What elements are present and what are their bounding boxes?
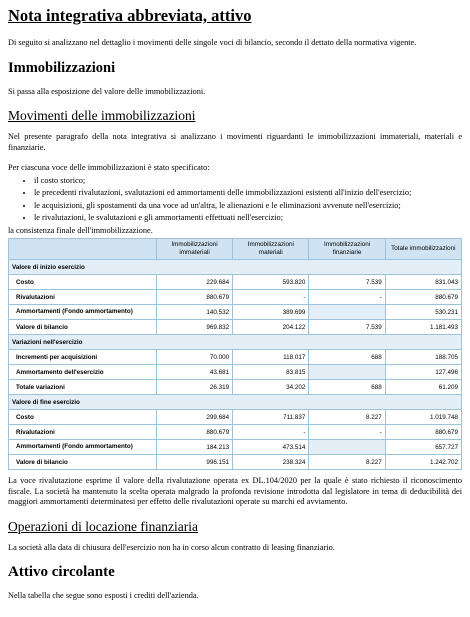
immobilizzazioni-heading: Immobilizzazioni <box>8 59 116 76</box>
rivalutazione-paragraph: La voce rivalutazione esprime il valore della rivalutazione operata ex DL.104/2020 per la quale è stato richiesto il riconoscimento fiscale. La società ha mantenuto la scelta operata malgrado la profonda revisione introdotta dal legislatore in tema di deducibilità dei maggiori ammortamenti determinatesi per effetto delle rivalutazioni operate su marchi ed avviamento. <box>8 476 462 506</box>
table-cell: 530.231 <box>385 305 461 320</box>
locazione-heading: Operazioni di locazione finanziaria <box>8 518 199 534</box>
table-cell <box>309 305 385 320</box>
table-row-label: Totale variazioni <box>9 380 157 395</box>
table-row-label: Rivalutazioni <box>9 290 157 305</box>
table-header-cell: Immobilizzazioni finanziarie <box>309 239 385 260</box>
table-row-label: Ammortamenti (Fondo ammortamento) <box>9 440 157 455</box>
table-cell: - <box>233 425 309 440</box>
table-cell: 43.681 <box>156 365 232 380</box>
table-cell: 389.699 <box>233 305 309 320</box>
table-row-label: Incrementi per acquisizioni <box>9 350 157 365</box>
table-cell: 83.815 <box>233 365 309 380</box>
table-cell: 1.242.702 <box>385 455 461 470</box>
attivo-circolante-heading: Attivo circolante <box>8 564 115 580</box>
immobilizzazioni-table <box>8 238 462 470</box>
table-cell: 118.017 <box>233 350 309 365</box>
table-section-title: Valore di inizio esercizio <box>9 260 462 275</box>
table-row-label: Ammortamenti (Fondo ammortamento) <box>9 305 157 320</box>
table-cell: 26.319 <box>156 380 232 395</box>
table-cell: 880.679 <box>156 290 232 305</box>
movimenti-list <box>8 176 462 224</box>
table-cell: 657.727 <box>385 440 461 455</box>
movimenti-list-intro: Per ciascuna voce delle immobilizzazioni è stato specificato: <box>8 163 210 172</box>
table-cell: 70.000 <box>156 350 232 365</box>
table-cell: 688 <box>309 350 385 365</box>
table-section-row <box>9 335 462 350</box>
table-cell: 238.324 <box>233 455 309 470</box>
immobilizzazioni-paragraph: Si passa alla esposizione del valore delle immobilizzazioni. <box>8 86 206 96</box>
list-item: • le acquisizioni, gli spostamenti da una voce ad un'altra, le alienazioni e le eliminazioni avvenute nell'esercizio; <box>34 201 462 212</box>
attivo-circolante-paragraph: Nella tabella che segue sono esposti i crediti dell'azienda. <box>8 591 199 600</box>
table-cell: 711.837 <box>233 410 309 425</box>
table-section-row <box>9 395 462 410</box>
table-header-cell: Totale immobilizzazioni <box>385 239 461 260</box>
table-row-label: Costo <box>9 410 157 425</box>
table-cell: 593.820 <box>233 275 309 290</box>
table-cell: 61.209 <box>385 380 461 395</box>
table-cell: - <box>309 290 385 305</box>
movimenti-list-outro: la consistenza finale dell'immobilizzazione. <box>8 225 153 235</box>
table-row-label: Valore di bilancio <box>9 455 157 470</box>
table-row <box>9 305 462 320</box>
table-row <box>9 425 462 440</box>
table-row <box>9 410 462 425</box>
intro-paragraph: Di seguito si analizzano nel dettaglio i movimenti delle singole voci di bilancio, secondo il dettato della normativa vigente. <box>8 38 417 47</box>
table-header-corner <box>9 239 157 260</box>
table-row <box>9 275 462 290</box>
movimenti-paragraph: Nel presente paragrafo della nota integrativa si analizzano i movimenti riguardanti le immobilizzazioni immateriali, materiali e finanziarie. <box>8 132 462 152</box>
table-cell <box>309 365 385 380</box>
table-cell: 473.514 <box>233 440 309 455</box>
table-cell: 140.532 <box>156 305 232 320</box>
table-cell <box>309 440 385 455</box>
table-cell: 188.705 <box>385 350 461 365</box>
table-cell: 1.181.493 <box>385 320 461 335</box>
table-section-row <box>9 260 462 275</box>
table-cell: 7.539 <box>309 275 385 290</box>
table-cell: - <box>233 290 309 305</box>
table-cell: 8.227 <box>309 455 385 470</box>
table-row <box>9 440 462 455</box>
table-cell: 1.019.748 <box>385 410 461 425</box>
table-header-cell: Immobilizzazioni immateriali <box>156 239 232 260</box>
table-row-label: Rivalutazioni <box>9 425 157 440</box>
table-cell: 880.679 <box>385 425 461 440</box>
table-row <box>9 290 462 305</box>
list-item: • il costo storico; <box>34 176 462 187</box>
table-row <box>9 365 462 380</box>
page-title: Nota integrativa abbreviata, attivo <box>8 6 252 25</box>
list-item: • le precedenti rivalutazioni, svalutazioni ed ammortamenti delle immobilizzazioni esistenti all'inizio dell'esercizio; <box>34 188 462 199</box>
table-section-title: Variazioni nell'esercizio <box>9 335 462 350</box>
list-item: • le rivalutazioni, le svalutazioni e gli ammortamenti effettuati nell'esercizio; <box>34 213 462 224</box>
table-row-label: Ammortamento dell'esercizio <box>9 365 157 380</box>
table-cell: 184.213 <box>156 440 232 455</box>
table-cell: 34.202 <box>233 380 309 395</box>
table-row <box>9 350 462 365</box>
table-cell: 880.679 <box>385 290 461 305</box>
table-cell: 831.043 <box>385 275 461 290</box>
table-section-title: Valore di fine esercizio <box>9 395 462 410</box>
table-body <box>9 260 462 470</box>
table-cell: 127.496 <box>385 365 461 380</box>
table-row <box>9 455 462 470</box>
locazione-paragraph: La società alla data di chiusura dell'esercizio non ha in corso alcun contratto di leasing finanziario. <box>8 542 335 552</box>
table-header-cell: Immobilizzazioni materiali <box>233 239 309 260</box>
table-row <box>9 380 462 395</box>
table-row-label: Costo <box>9 275 157 290</box>
table-header-row <box>9 239 462 260</box>
table-row <box>9 320 462 335</box>
table-cell: 969.832 <box>156 320 232 335</box>
table-row-label: Valore di bilancio <box>9 320 157 335</box>
table-cell: 996.151 <box>156 455 232 470</box>
table-cell: - <box>309 425 385 440</box>
table-cell: 8.227 <box>309 410 385 425</box>
table-cell: 688 <box>309 380 385 395</box>
table-cell: 880.679 <box>156 425 232 440</box>
table-cell: 299.684 <box>156 410 232 425</box>
table-cell: 204.122 <box>233 320 309 335</box>
table-cell: 229.684 <box>156 275 232 290</box>
table-cell: 7.539 <box>309 320 385 335</box>
movimenti-heading: Movimenti delle immobilizzazioni <box>8 108 196 123</box>
